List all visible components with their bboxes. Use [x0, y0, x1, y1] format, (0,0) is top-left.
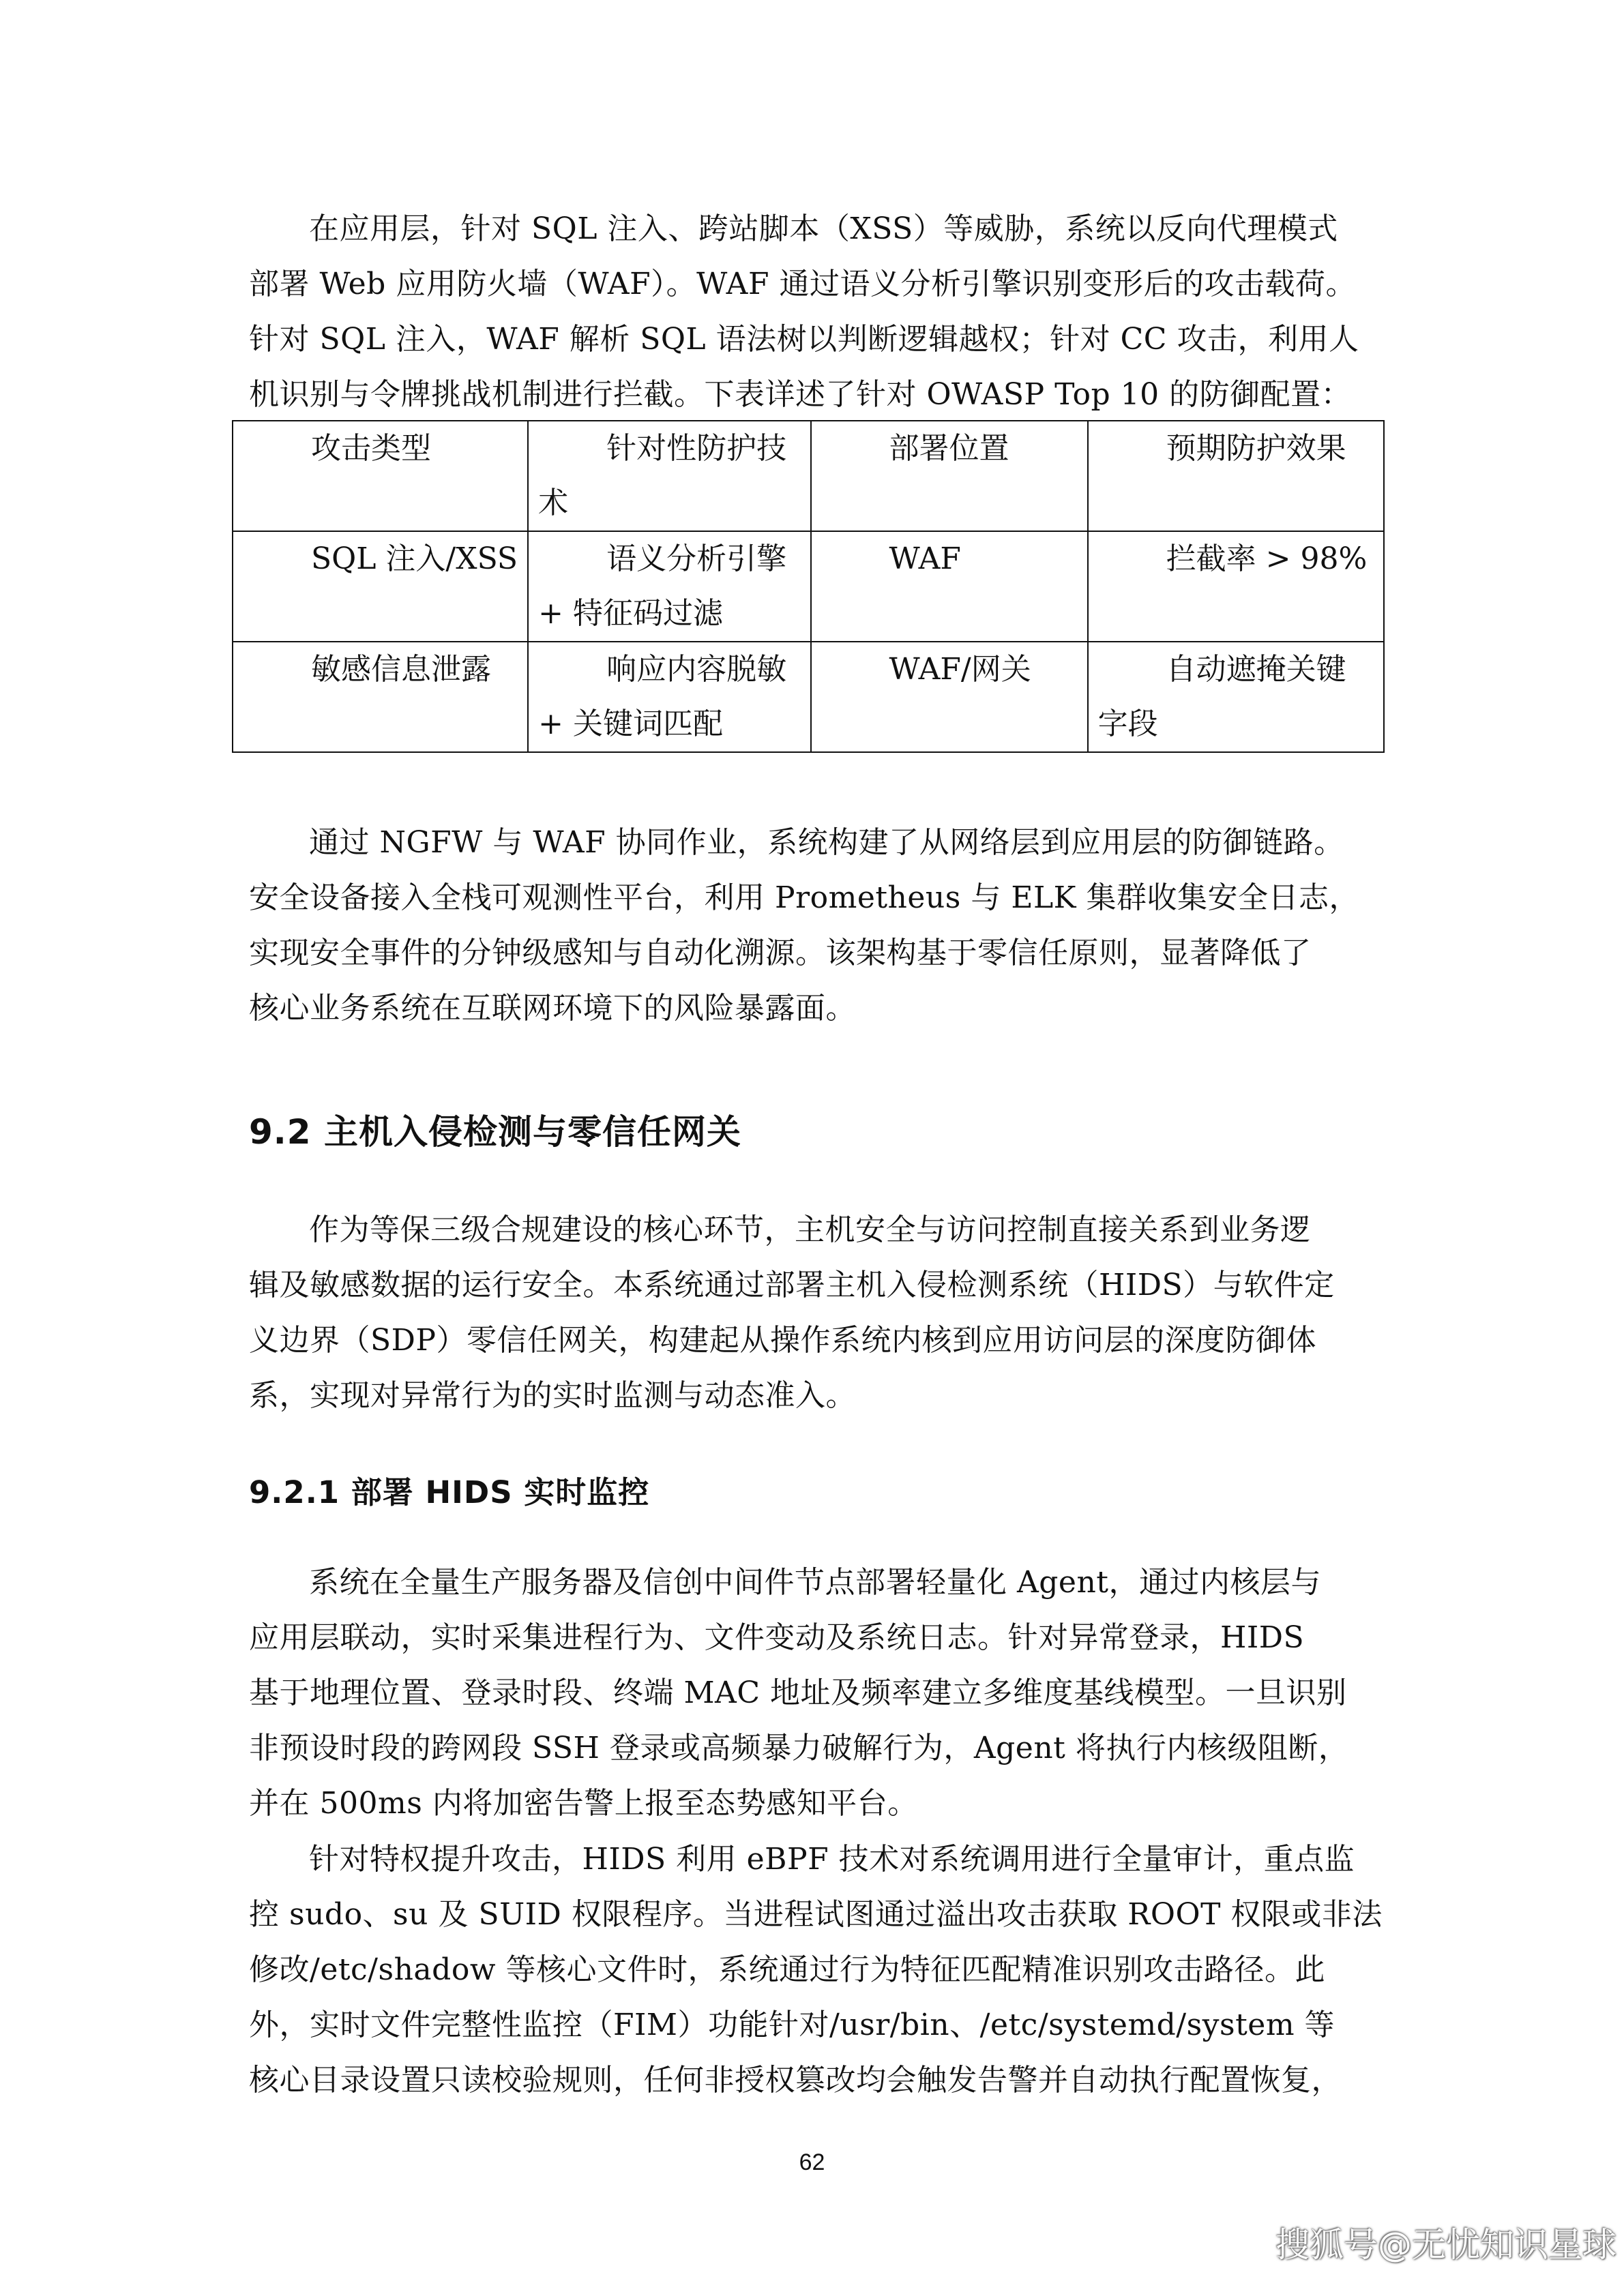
watermark: 搜狐号@无忧知识星球	[1275, 2225, 1616, 2265]
table-cell	[233, 642, 528, 752]
table-cell	[1088, 531, 1384, 642]
cell-text: WAF/网关	[889, 652, 1031, 687]
text-line: 修改/etc/shadow 等核心文件时，系统通过行为特征匹配精准识别攻击路径。此	[249, 1952, 1325, 1987]
text-line: 通过 NGFW 与 WAF 协同作业，系统构建了从网络层到应用层的防御链路。	[309, 825, 1344, 860]
text-line: 安全设备接入全栈可观测性平台，利用 Prometheus 与 ELK 集群收集安全日志，	[249, 880, 1360, 915]
text-line: 针对 SQL 注入，WAF 解析 SQL 语法树以判断逻辑越权；针对 CC 攻击，利用人	[249, 322, 1359, 357]
paragraph-hids-agent	[249, 1555, 1385, 1831]
text-line: 义边界（SDP）零信任网关，构建起从操作系统内核到应用访问层的深度防御体	[249, 1323, 1317, 1358]
table-header-cell	[1088, 421, 1384, 531]
subsection-heading: 9.2.1 部署 HIDS 实时监控	[249, 1474, 650, 1510]
cell-text: WAF	[889, 541, 961, 576]
section-heading: 9.2 主机入侵检测与零信任网关	[249, 1112, 741, 1152]
text-line: 针对特权提升攻击，HIDS 利用 eBPF 技术对系统调用进行全量审计，重点监	[309, 1842, 1355, 1877]
cell-text: 自动遮掩关键	[1166, 652, 1346, 687]
text-line: 作为等保三级合规建设的核心环节，主机安全与访问控制直接关系到业务逻	[309, 1212, 1311, 1247]
cell-text: 响应内容脱敏	[606, 652, 787, 687]
cell-text: 攻击类型	[311, 431, 431, 466]
cell-text: 预期防护效果	[1166, 431, 1346, 466]
paragraph-waf	[249, 201, 1385, 422]
cell-text: 部署位置	[889, 431, 1009, 466]
text-line: 核心业务系统在互联网环境下的风险暴露面。	[249, 991, 856, 1026]
table-header-cell	[233, 421, 528, 531]
table-header-cell	[811, 421, 1088, 531]
table-row	[233, 642, 1384, 752]
text-line: 并在 500ms 内将加密告警上报至态势感知平台。	[249, 1786, 918, 1821]
text-line: 系，实现对异常行为的实时监测与动态准入。	[249, 1378, 856, 1413]
cell-text: SQL 注入/XSS	[311, 541, 518, 576]
cell-text: 敏感信息泄露	[311, 652, 491, 687]
cell-text: 针对性防护技	[606, 431, 787, 466]
paragraph-privilege-escalation	[249, 1832, 1385, 2108]
cell-text: + 特征码过滤	[538, 596, 723, 631]
cell-text: 拦截率 > 98%	[1166, 541, 1368, 576]
text-line: 非预设时段的跨网段 SSH 登录或高频暴力破解行为，Agent 将执行内核级阻断，	[249, 1731, 1349, 1765]
table-cell	[1088, 642, 1384, 752]
text-line: 辑及敏感数据的运行安全。本系统通过部署主机入侵检测系统（HIDS）与软件定	[249, 1268, 1335, 1302]
table-cell	[528, 531, 810, 642]
text-line: 外，实时文件完整性监控（FIM）功能针对/usr/bin、/etc/systemd/system 等	[249, 2008, 1335, 2042]
paragraph-intro	[249, 1202, 1385, 1423]
defense-config-table	[232, 420, 1385, 753]
text-line: 基于地理位置、登录时段、终端 MAC 地址及频率建立多维度基线模型。一旦识别	[249, 1675, 1347, 1710]
paragraph-ngfw-waf	[249, 815, 1385, 1036]
text-line: 在应用层，针对 SQL 注入、跨站脚本（XSS）等威胁，系统以反向代理模式	[309, 211, 1338, 246]
table-header-row	[233, 421, 1384, 531]
text-line: 应用层联动，实时采集进程行为、文件变动及系统日志。针对异常登录，HIDS	[249, 1620, 1305, 1655]
table-cell	[811, 531, 1088, 642]
text-line: 部署 Web 应用防火墙（WAF）。WAF 通过语义分析引擎识别变形后的攻击载荷。	[249, 267, 1356, 301]
cell-text: + 关键词匹配	[538, 706, 723, 741]
text-line: 核心目录设置只读校验规则，任何非授权篡改均会触发告警并自动执行配置恢复，	[249, 2063, 1342, 2098]
table-header-cell	[528, 421, 810, 531]
text-line: 机识别与令牌挑战机制进行拦截。下表详述了针对 OWASP Top 10 的防御配置：	[249, 377, 1352, 412]
cell-text: 语义分析引擎	[606, 541, 787, 576]
cell-text: 术	[538, 486, 569, 520]
table-row	[233, 531, 1384, 642]
page-number: 62	[799, 2149, 825, 2175]
cell-text: 字段	[1097, 706, 1158, 741]
table-cell	[528, 642, 810, 752]
text-line: 系统在全量生产服务器及信创中间件节点部署轻量化 Agent，通过内核层与	[309, 1565, 1321, 1600]
table-cell	[811, 642, 1088, 752]
text-line: 控 sudo、su 及 SUID 权限程序。当进程试图通过溢出攻击获取 ROOT 权限或非法	[249, 1897, 1383, 1932]
table-cell	[233, 531, 528, 642]
text-line: 实现安全事件的分钟级感知与自动化溯源。该架构基于零信任原则，显著降低了	[249, 936, 1312, 970]
